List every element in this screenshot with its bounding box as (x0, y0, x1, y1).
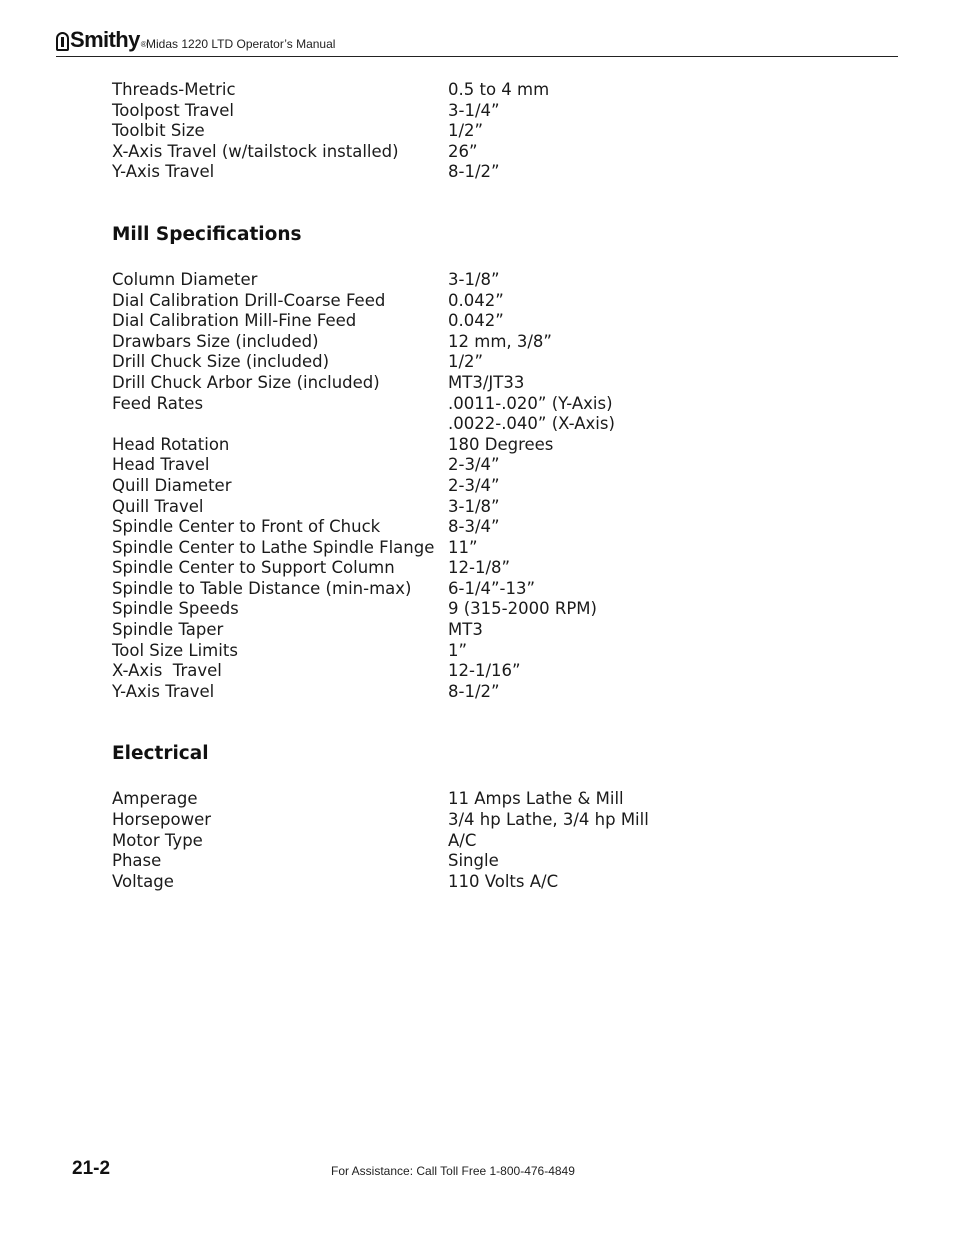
spec-label: Voltage (112, 871, 174, 891)
spec-value: 1/2” (448, 352, 484, 372)
spec-value: 12-1/8” (448, 558, 511, 578)
spec-row (112, 142, 872, 163)
spec-label: Drill Chuck Size (included) (112, 352, 330, 372)
electrical-spec-list (112, 789, 872, 892)
spec-row (112, 80, 872, 101)
spec-row (112, 661, 872, 682)
spec-value: 9 (315-2000 RPM) (448, 599, 597, 619)
page-header (56, 26, 898, 57)
spec-row (112, 497, 872, 518)
smithy-logo-icon (56, 32, 69, 51)
spec-label: Motor Type (112, 830, 203, 850)
spec-label: Drill Chuck Arbor Size (included) (112, 372, 380, 392)
spec-value: 8-3/4” (448, 517, 500, 537)
manual-title: Midas 1220 LTD Operator’s Manual (146, 37, 336, 51)
spec-row (112, 101, 872, 122)
spec-row (112, 455, 872, 476)
spec-row (112, 599, 872, 620)
spec-row (112, 558, 872, 579)
spec-value: MT3/JT33 (448, 372, 525, 392)
spec-value: 110 Volts A/C (448, 871, 559, 891)
logo-text: Smithy (70, 27, 140, 52)
spec-value: 2-3/4” (448, 455, 500, 475)
spec-label: Head Travel (112, 455, 210, 475)
spec-label: Toolbit Size (112, 121, 205, 141)
spec-value: 0.042” (448, 290, 504, 310)
spec-row (112, 641, 872, 662)
spec-value: 8-1/2” (448, 681, 500, 701)
spec-label: Spindle Center to Lathe Spindle Flange (112, 537, 435, 557)
spec-label: Feed Rates (112, 393, 204, 413)
spec-row (112, 851, 872, 872)
spec-row (112, 810, 872, 831)
spec-label: Y-Axis Travel (112, 681, 215, 701)
spec-label: Spindle Center to Front of Chuck (112, 517, 381, 537)
spec-row (112, 162, 872, 183)
spec-value: 3-1/4” (448, 100, 500, 120)
spec-label: Toolpost Travel (112, 100, 234, 120)
smithy-logo (56, 27, 147, 51)
spec-label: Horsepower (112, 810, 212, 830)
spec-row (112, 394, 872, 415)
spec-value: 2-3/4” (448, 475, 500, 495)
spec-label: Spindle Taper (112, 620, 224, 640)
spec-label: Dial Calibration Drill-Coarse Feed (112, 290, 386, 310)
spec-row (112, 311, 872, 332)
page-content (112, 80, 872, 892)
spec-row (112, 682, 872, 703)
spec-label: Spindle Center to Support Column (112, 558, 395, 578)
spec-label: X-Axis Travel (112, 661, 222, 681)
spec-row (112, 414, 872, 435)
spec-row (112, 270, 872, 291)
spec-label: Quill Diameter (112, 475, 232, 495)
spec-row (112, 789, 872, 810)
spec-row (112, 517, 872, 538)
spec-value: 11” (448, 537, 478, 557)
spec-value: 6-1/4”-13” (448, 578, 536, 598)
page-number: 21-2 (72, 1158, 111, 1179)
spec-row (112, 831, 872, 852)
spec-value: 11 Amps Lathe & Mill (448, 789, 624, 809)
spec-row (112, 373, 872, 394)
spec-row (112, 620, 872, 641)
spec-value: 1” (448, 640, 468, 660)
spec-row (112, 579, 872, 600)
spec-value: 3-1/8” (448, 269, 500, 289)
spec-label: Phase (112, 851, 162, 871)
assistance-line: For Assistance: Call Toll Free 1-800-476-4849 (331, 1164, 575, 1178)
spec-label: Dial Calibration Mill-Fine Feed (112, 311, 357, 331)
spec-value: 180 Degrees (448, 434, 554, 454)
spec-value: 8-1/2” (448, 162, 500, 182)
spec-value: .0011-.020” (Y-Axis) (448, 393, 613, 413)
spec-value: 0.042” (448, 311, 504, 331)
spec-label: Spindle Speeds (112, 599, 239, 619)
spec-label: Y-Axis Travel (112, 162, 215, 182)
spec-label: Amperage (112, 789, 198, 809)
spec-value: Single (448, 851, 499, 871)
spec-value: 26” (448, 141, 478, 161)
spec-row (112, 121, 872, 142)
mill-spec-list (112, 270, 872, 702)
spec-label: Head Rotation (112, 434, 230, 454)
spec-value: .0022-.040” (X-Axis) (448, 414, 615, 434)
spec-label: Quill Travel (112, 496, 204, 516)
spec-value: 1/2” (448, 121, 484, 141)
spec-row (112, 538, 872, 559)
mill-specifications-heading: Mill Specifications (112, 223, 302, 245)
electrical-heading: Electrical (112, 743, 209, 765)
spec-row (112, 872, 872, 893)
spec-value: A/C (448, 830, 477, 850)
spec-row (112, 476, 872, 497)
spec-value: 0.5 to 4 mm (448, 80, 550, 99)
lathe-spec-list (112, 80, 872, 183)
spec-label: Threads-Metric (112, 80, 236, 99)
spec-label: Tool Size Limits (112, 640, 238, 660)
spec-label: X-Axis Travel (w/tailstock installed) (112, 141, 399, 161)
registered-mark: ® (140, 40, 147, 49)
spec-value: 12 mm, 3/8” (448, 331, 552, 351)
spec-label: Column Diameter (112, 269, 258, 289)
spec-row (112, 352, 872, 373)
spec-value: 3-1/8” (448, 496, 500, 516)
spec-row (112, 332, 872, 353)
spec-value: 3/4 hp Lathe, 3/4 hp Mill (448, 810, 649, 830)
spec-label: Spindle to Table Distance (min-max) (112, 578, 412, 598)
spec-row (112, 435, 872, 456)
spec-label (112, 414, 448, 435)
spec-row (112, 291, 872, 312)
spec-value: MT3 (448, 620, 483, 640)
spec-value: 12-1/16” (448, 661, 521, 681)
spec-label: Drawbars Size (included) (112, 331, 319, 351)
